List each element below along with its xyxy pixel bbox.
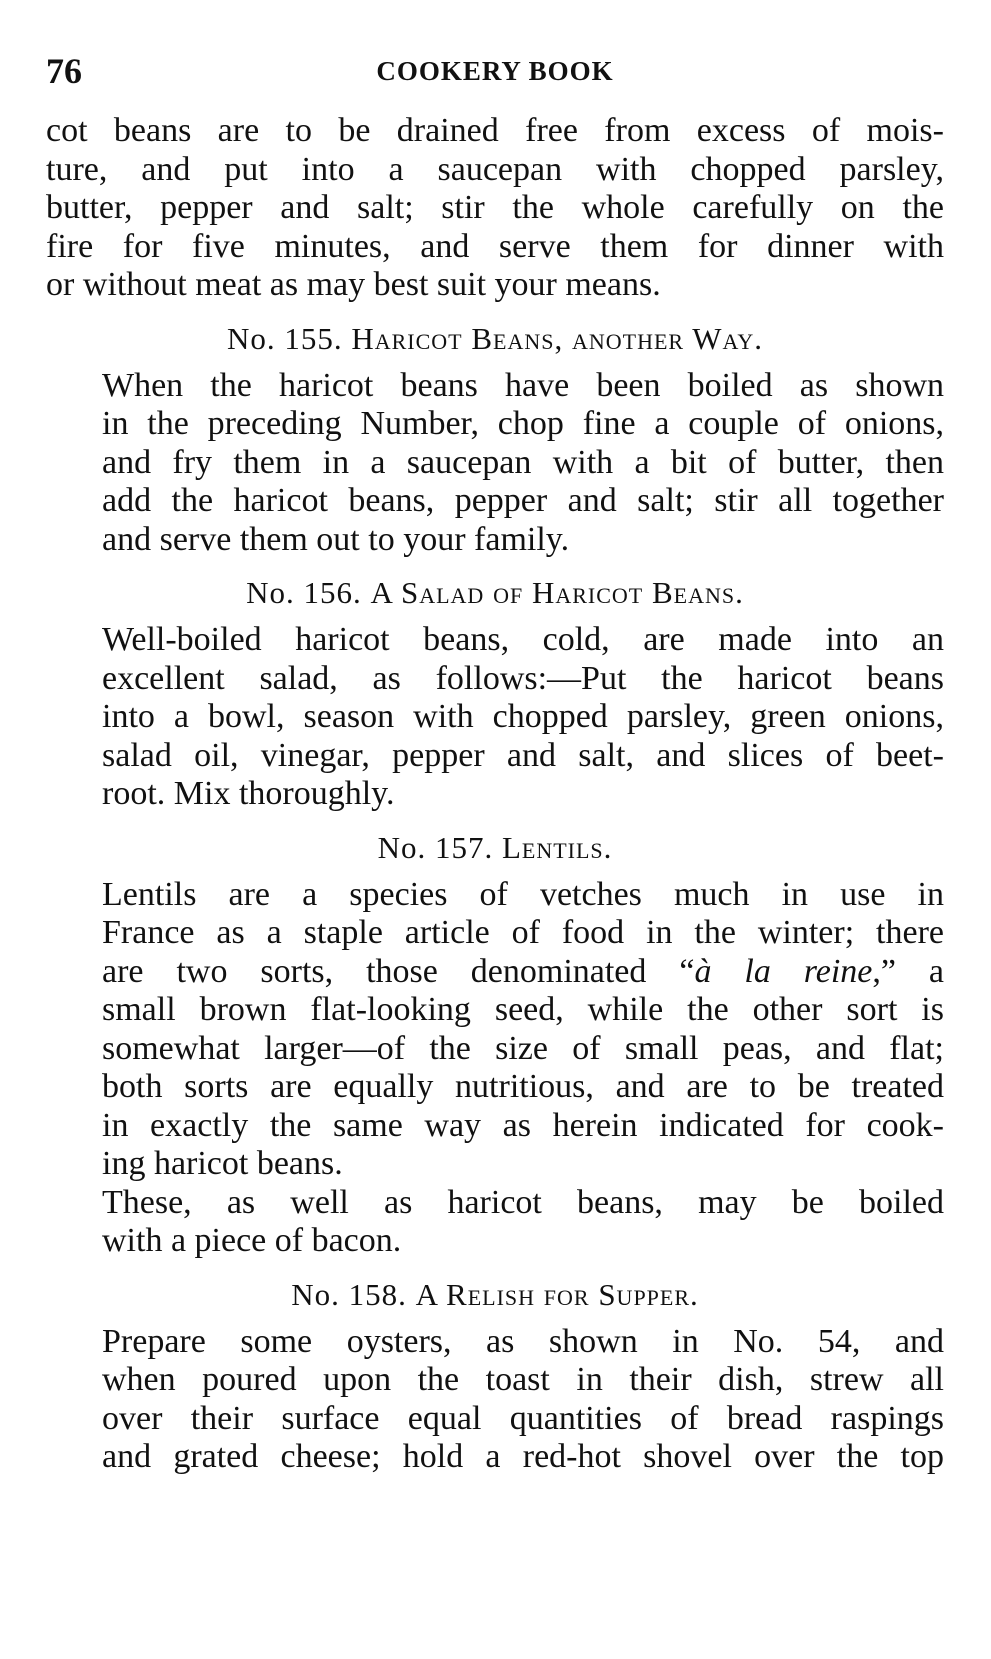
text-line: When the haricot beans have been boiled as shown (102, 366, 944, 404)
recipe-title: A Relish for Supper. (415, 1276, 699, 1312)
page-number: 76 (46, 51, 82, 91)
recipe-heading-157 (46, 828, 944, 868)
running-title: COOKERY BOOK (376, 56, 614, 86)
recipe-number: No. 157. (377, 829, 494, 865)
text-line: ture, and put into a saucepan with chopped parsley, (46, 150, 944, 188)
text-line: salad oil, vinegar, pepper and salt, and slices of beet- (102, 736, 944, 774)
text-line: cot beans are to be drained free from excess of mois- (46, 112, 944, 149)
text-line: when poured upon the toast in their dish, strew all (102, 1361, 944, 1398)
text-line: small brown flat-looking seed, while the other sort is (102, 991, 944, 1028)
text-line: are two sorts, those denominated “à la reine,” a (102, 952, 944, 990)
recipe-title: Lentils. (501, 829, 613, 865)
text-line: butter, pepper and salt; stir the whole carefully on the (46, 189, 944, 226)
running-head (46, 48, 944, 94)
text-line: or without meat as may best suit your means. (46, 266, 661, 303)
recipe-title: Haricot Beans, another Way. (351, 320, 764, 356)
text-line: root. Mix thoroughly. (102, 775, 395, 812)
text-line: Prepare some oysters, as shown in No. 54, and (102, 1322, 944, 1360)
text-line: in the preceding Number, chop fine a couple of onions, (102, 405, 944, 442)
continuation-paragraph (46, 112, 944, 305)
text-line: and serve them out to your family. (102, 520, 570, 558)
recipe-paragraph (46, 1184, 944, 1261)
recipe-paragraph (46, 1323, 944, 1477)
recipe-heading-158 (46, 1275, 944, 1315)
text-line: into a bowl, season with chopped parsley, green onions, (102, 698, 944, 735)
recipe-number: No. 155. (226, 320, 343, 356)
recipe-heading-156 (46, 573, 944, 613)
text-line: somewhat larger—of the size of small peas, and flat; (102, 1029, 944, 1067)
text-line: Lentils are a species of vetches much in use in (102, 875, 944, 913)
text-line: ing haricot beans. (102, 1145, 343, 1182)
text-line: add the haricot beans, pepper and salt; stir all together (102, 482, 944, 519)
text-line: excellent salad, as follows:—Put the haricot beans (102, 659, 944, 697)
recipe-number: No. 156. (246, 575, 362, 610)
text-line: and fry them in a saucepan with a bit of butter, then (102, 443, 944, 481)
italic-phrase: à la reine (694, 952, 873, 990)
text-line: and grated cheese; hold a red-hot shovel over the top (102, 1438, 944, 1475)
text-line: in exactly the same way as herein indicated for cook- (102, 1106, 944, 1144)
recipe-heading-155 (46, 319, 944, 359)
text-line: with a piece of bacon. (102, 1222, 402, 1259)
text-line: France as a staple article of food in the winter; there (102, 914, 944, 951)
text-line: fire for five minutes, and serve them for dinner with (46, 227, 944, 265)
text-line: over their surface equal quantities of bread raspings (102, 1399, 944, 1437)
recipe-paragraph (46, 367, 944, 560)
recipe-paragraph (46, 621, 944, 814)
recipe-number: No. 158. (291, 1276, 407, 1312)
text-line: Well-boiled haricot beans, cold, are made into an (102, 621, 944, 658)
book-page (46, 48, 944, 1477)
text-line: These, as well as haricot beans, may be boiled (102, 1183, 944, 1221)
recipe-title: A Salad of Haricot Beans. (370, 575, 744, 610)
recipe-paragraph (46, 876, 944, 1184)
text-line: both sorts are equally nutritious, and are to be treated (102, 1068, 944, 1105)
